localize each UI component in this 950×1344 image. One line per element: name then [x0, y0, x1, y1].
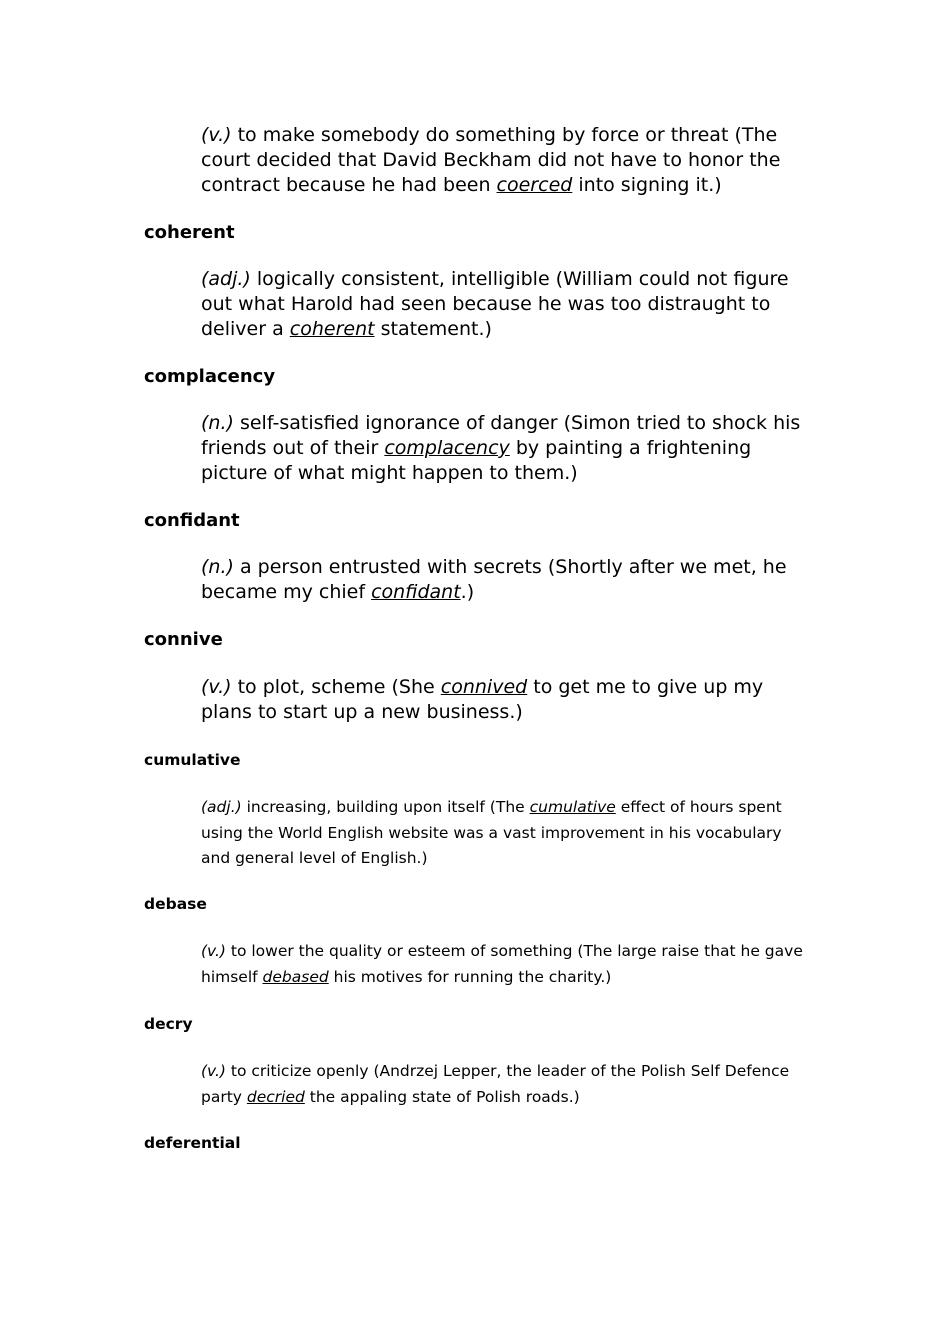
part-of-speech: (v.) — [201, 676, 232, 698]
term-heading-deferential: deferential — [144, 1134, 241, 1152]
term-heading-decry: decry — [144, 1015, 193, 1033]
definition-text: to plot, scheme (She — [231, 676, 441, 698]
example-word: coerced — [496, 174, 573, 196]
definition-text-end: into signing it.) — [572, 174, 722, 196]
term-heading-complacency: complacency — [144, 366, 276, 387]
example-word: coherent — [289, 318, 375, 340]
definition-text-end: his motives for running the charity.) — [328, 967, 612, 986]
definition-text-end: the appaling state of Polish roads.) — [304, 1087, 580, 1106]
definition-text-end: .) — [460, 581, 475, 603]
part-of-speech: (adj.) — [201, 268, 251, 290]
example-word: complacency — [384, 437, 510, 459]
part-of-speech: (adj.) — [201, 798, 242, 816]
example-word: confidant — [371, 581, 461, 603]
definition-confidant — [201, 555, 811, 605]
definition-debase — [201, 939, 811, 990]
term-heading-confidant: confidant — [144, 510, 240, 531]
term-heading-cumulative: cumulative — [144, 751, 241, 769]
term-heading-debase: debase — [144, 895, 207, 913]
definition-text: to lower the quality or esteem of something (The large raise that he gave himself — [201, 942, 803, 986]
definition-text-end: statement.) — [374, 318, 492, 340]
part-of-speech: (v.) — [201, 942, 226, 960]
definition-connive — [201, 675, 811, 725]
example-word: cumulative — [529, 798, 616, 816]
definition-coherent — [201, 267, 811, 342]
definition-text: to criticize openly (Andrzej Lepper, the leader of the Polish Self Defence party — [201, 1062, 790, 1106]
definition-text: logically consistent, intelligible (William could not figure out what Harold had seen because he was too distraught to deliver a — [201, 268, 789, 340]
part-of-speech: (v.) — [201, 124, 232, 146]
example-word: connived — [440, 676, 528, 698]
definition-coerce — [201, 123, 811, 198]
part-of-speech: (n.) — [201, 556, 234, 578]
definition-text: a person entrusted with secrets (Shortly after we met, he became my chief — [201, 556, 787, 603]
definition-text-end: effect of hours spent using the World English website was a vast improvement in his vocabulary and general level of English.) — [201, 798, 782, 867]
definition-text-end: by painting a frightening picture of what might happen to them.) — [201, 437, 752, 484]
definition-cumulative — [201, 795, 811, 872]
definition-text-end: to get me to give up my plans to start up a new business.) — [201, 676, 764, 723]
example-word: decried — [246, 1087, 305, 1106]
term-heading-connive: connive — [144, 629, 223, 650]
definition-text: self-satisfied ignorance of danger (Simon tried to shock his friends out of their — [201, 412, 801, 459]
definition-text: increasing, building upon itself (The — [241, 798, 530, 816]
term-heading-coherent: coherent — [144, 222, 235, 243]
part-of-speech: (v.) — [201, 1062, 226, 1080]
definition-text: to make somebody do something by force or threat (The court decided that David Beckham did not have to honor the contract because he had been — [201, 124, 781, 196]
definition-decry — [201, 1059, 811, 1110]
example-word: debased — [262, 967, 329, 986]
definition-complacency — [201, 411, 811, 486]
part-of-speech: (n.) — [201, 412, 234, 434]
